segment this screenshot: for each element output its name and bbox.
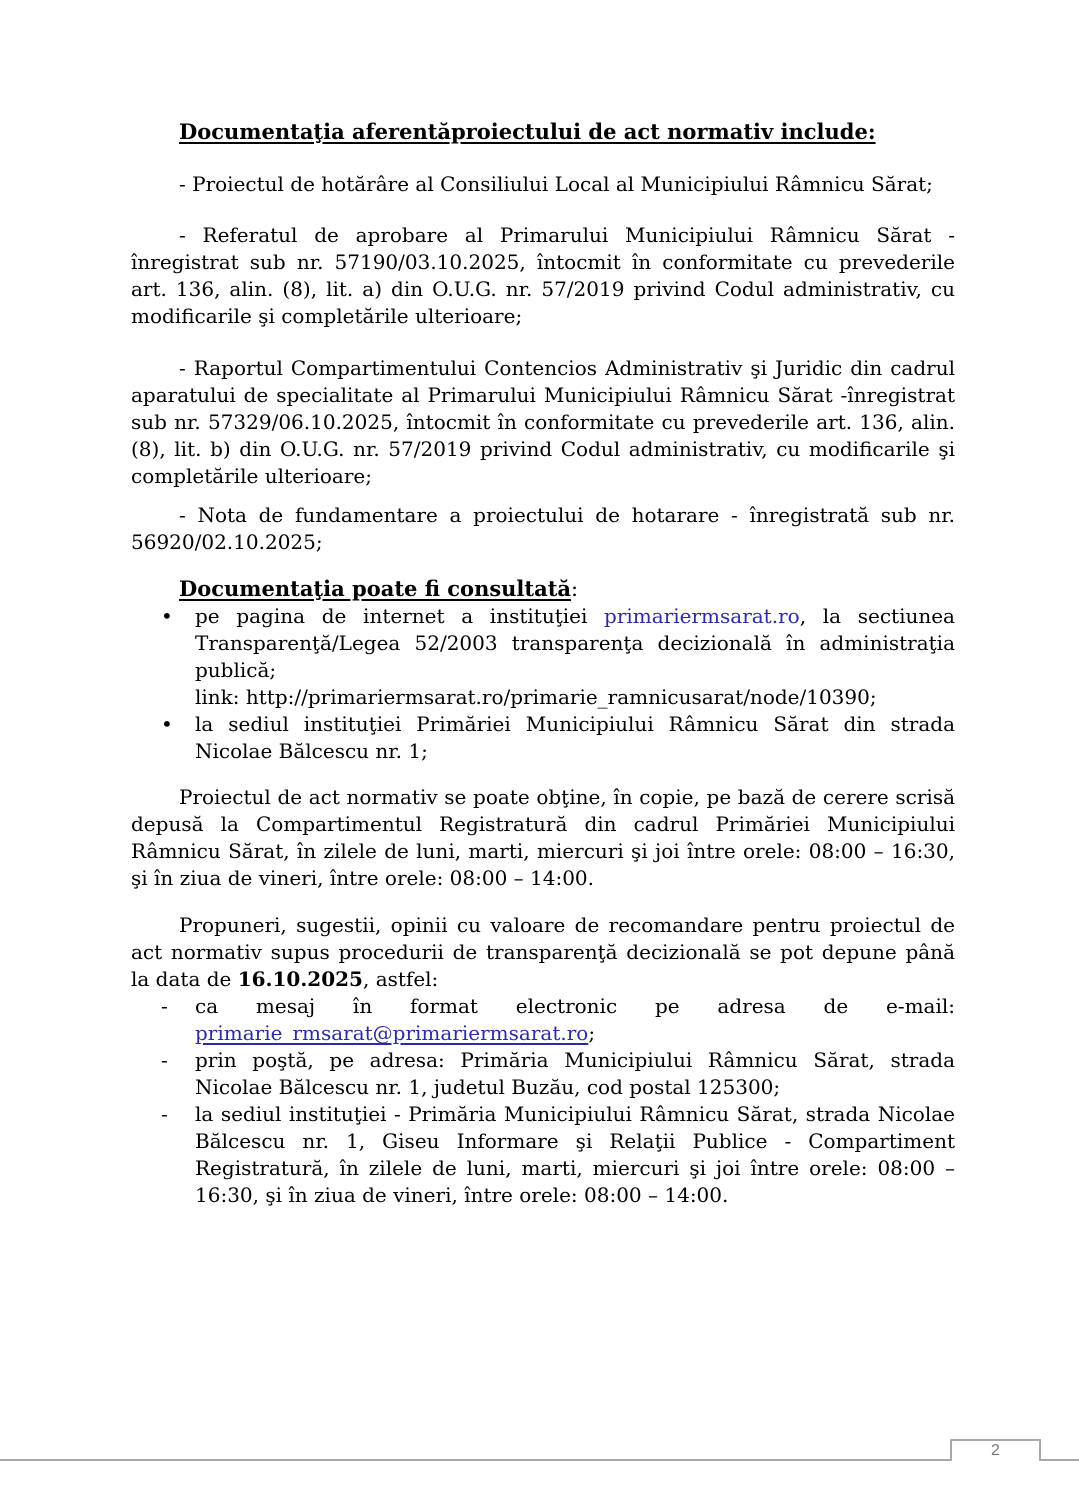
paragraph-propuneri-sugestii (131, 912, 955, 993)
paragraph-referat-aprobare: - Referatul de aprobare al Primarului Municipiului Râmnicu Sărat - înregistrat sub nr. 57190/03.10.2025, întocmit în conformitate cu prevederile art. 136, alin. (8), lit. a) din O.U.G. nr. 57/2019 privind Codul administrativ, cu modificarile şi completările ulterioare; (131, 223, 955, 328)
bullet-item-pagina-internet (131, 603, 955, 684)
propuneri-text-pre: Propuneri, sugestii, opinii cu valoare de recomandare pentru proiectul de act normativ supus procedurii de transparenţă decizională se pot depune până la data de (131, 913, 955, 991)
paragraph-nota-fundamentare: - Nota de fundamentare a proiectului de hotarare - înregistrată sub nr. 56920/02.10.2025; (131, 503, 955, 554)
paragraph-proiect-hotarare: - Proiectul de hotărâre al Consiliului Local al Municipiului Râmnicu Sărat; (179, 172, 933, 196)
bullet-item-sediu-institutie (131, 711, 955, 765)
dash2-text: prin poştă, pe adresa: Primăria Municipiului Râmnicu Sărat, strada Nicolae Bălcescu nr. 1, judetul Buzău, cod postal 125300; (195, 1048, 955, 1099)
dash-icon: - (161, 1102, 168, 1126)
paragraph-obtinere-copie: Proiectul de act normativ se poate obţine, în copie, pe bază de cerere scrisă depusă la Compartimentul Registratură din cadrul Primăriei Municipiului Râmnicu Sărat, în zilele de luni, marti, miercuri şi joi între orele: 08:00 – 16:30, şi în ziua de vineri, între orele: 08:00 – 14:00. (131, 785, 955, 890)
link-email-primarie[interactable]: primarie_rmsarat@primariermsarat.ro (195, 1021, 589, 1045)
dash1-text-post: ; (588, 1021, 596, 1045)
heading-include-text: Documentaţia aferentăproiectului de act normativ include: (179, 119, 876, 144)
dash-item-posta (131, 1047, 955, 1101)
page-number: 2 (991, 1442, 1000, 1459)
page-number-tab (950, 1439, 1041, 1461)
paragraph-raport-contencios: - Raportul Compartimentului Contencios Administrativ şi Juridic din cadrul aparatului de specialitate al Primarului Municipiului Râmnicu Sărat -înregistrat sub nr. 57329/06.10.2025, întocmit în conformitate cu prevederile art. 136, alin. (8), lit. b) din O.U.G. nr. 57/2019 privind Codul administrativ, cu modificarile şi completările ulterioare; (131, 356, 955, 488)
paragraph-link-node: link: http://primariermsarat.ro/primarie_ramnicusarat/node/10390; (195, 685, 877, 709)
heading-consult-text: Documentaţia poate fi consultată (179, 576, 572, 601)
bullet2-text: la sediul instituţiei Primăriei Municipiului Râmnicu Sărat din strada Nicolae Bălcescu nr. 1; (195, 712, 955, 763)
dash-item-sediu (131, 1101, 955, 1209)
heading-consult-colon: : (571, 577, 579, 601)
dash-icon: - (161, 1048, 168, 1072)
dash1-text-pre: ca mesaj în format electronic pe adresa de e-mail: (195, 994, 955, 1018)
bullet1-text-post: , la sectiunea Transparenţă/Legea 52/2003 transparenţa decizională în administraţia publică; (195, 604, 955, 682)
section-heading-documentatie-consultata (131, 575, 955, 603)
bullet1-text-pre: pe pagina de internet a instituţiei (195, 604, 605, 628)
propuneri-text-post: , astfel: (362, 967, 439, 991)
dash3-text: la sediul instituţiei - Primăria Municipiului Râmnicu Sărat, strada Nicolae Bălcescu nr. 1, Giseu Informare şi Relaţii Publice - Compartiment Registratură, în zilele de luni, marti, miercuri şi joi între orele: 08:00 – 16:30, şi în ziua de vineri, între orele: 08:00 – 14:00. (195, 1102, 955, 1207)
document-content (131, 118, 955, 1209)
bullet-icon: • (161, 712, 173, 736)
link-primariermsarat[interactable]: primariermsarat.ro (604, 604, 800, 628)
page-separator-line (0, 1459, 1079, 1461)
bullet-icon: • (161, 604, 173, 628)
dash-item-email (131, 993, 955, 1047)
section-heading-documentatie-include (131, 118, 955, 146)
dash-icon: - (161, 994, 168, 1018)
deadline-date: 16.10.2025 (237, 967, 363, 991)
